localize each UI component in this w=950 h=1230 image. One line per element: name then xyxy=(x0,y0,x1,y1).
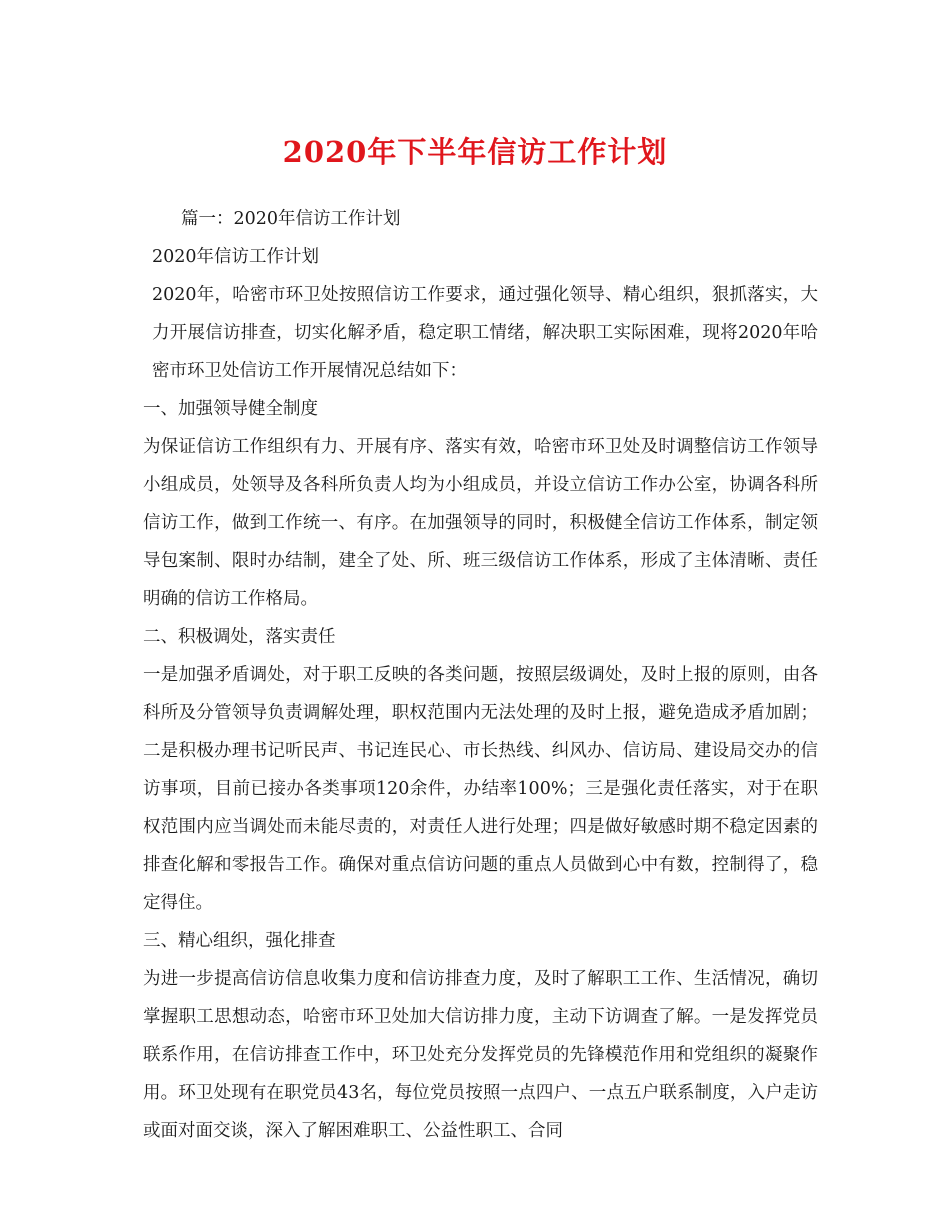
document-title: 2020年下半年信访工作计划 xyxy=(282,135,668,169)
intro-paragraph: 2020年，哈密市环卫处按照信访工作要求，通过强化领导、精心组织，狠抓落实，大力开展信访排查，切实化解矛盾，稳定职工情绪，解决职工实际困难，现将2020年哈密市环卫处信访工作开展情况总结如下： xyxy=(152,285,818,381)
subtitle: 2020年信访工作计划 xyxy=(152,247,320,267)
document-body xyxy=(143,200,818,1150)
paragraph-three: 为进一步提高信访信息收集力度和信访排查力度，及时了解职工工作、生活情况，确切掌握职工思想动态，哈密市环卫处加大信访排力度，主动下访调查了解。一是发挥党员联系作用，在信访排查工作中，环卫处充分发挥党员的先锋模范作用和党组织的凝聚作用。环卫处现有在职党员43名，每位党员按照一点四户、一点五户联系制度，入户走访或面对面交谈，深入了解困难职工、公益性职工、合同 xyxy=(143,969,818,1141)
heading-two: 二、积极调处，落实责任 xyxy=(143,627,336,647)
paragraph-two: 一是加强矛盾调处，对于职工反映的各类问题，按照层级调处，及时上报的原则，由各科所及分管领导负责调解处理，职权范围内无法处理的及时上报，避免造成矛盾加剧；二是积极办理书记听民声、书记连民心、市长热线、纠风办、信访局、建设局交办的信访事项，目前已接办各类事项120余件，办结率100%；三是强化责任落实，对于在职权范围内应当调处而未能尽责的，对责任人进行处理；四是做好敏感时期不稳定因素的排查化解和零报告工作。确保对重点信访问题的重点人员做到心中有数，控制得了，稳定得住。 xyxy=(143,665,818,913)
heading-one: 一、加强领导健全制度 xyxy=(143,399,318,419)
heading-three: 三、精心组织，强化排查 xyxy=(143,931,336,951)
paragraph-one: 为保证信访工作组织有力、开展有序、落实有效，哈密市环卫处及时调整信访工作领导小组成员，处领导及各科所负责人均为小组成员，并设立信访工作办公室，协调各科所信访工作，做到工作统一、有序。在加强领导的同时，积极健全信访工作体系，制定领导包案制、限时办结制，建全了处、所、班三级信访工作体系，形成了主体清晰、责任明确的信访工作格局。 xyxy=(143,437,818,609)
section-heading-part-one: 篇一：2020年信访工作计划 xyxy=(181,209,401,229)
